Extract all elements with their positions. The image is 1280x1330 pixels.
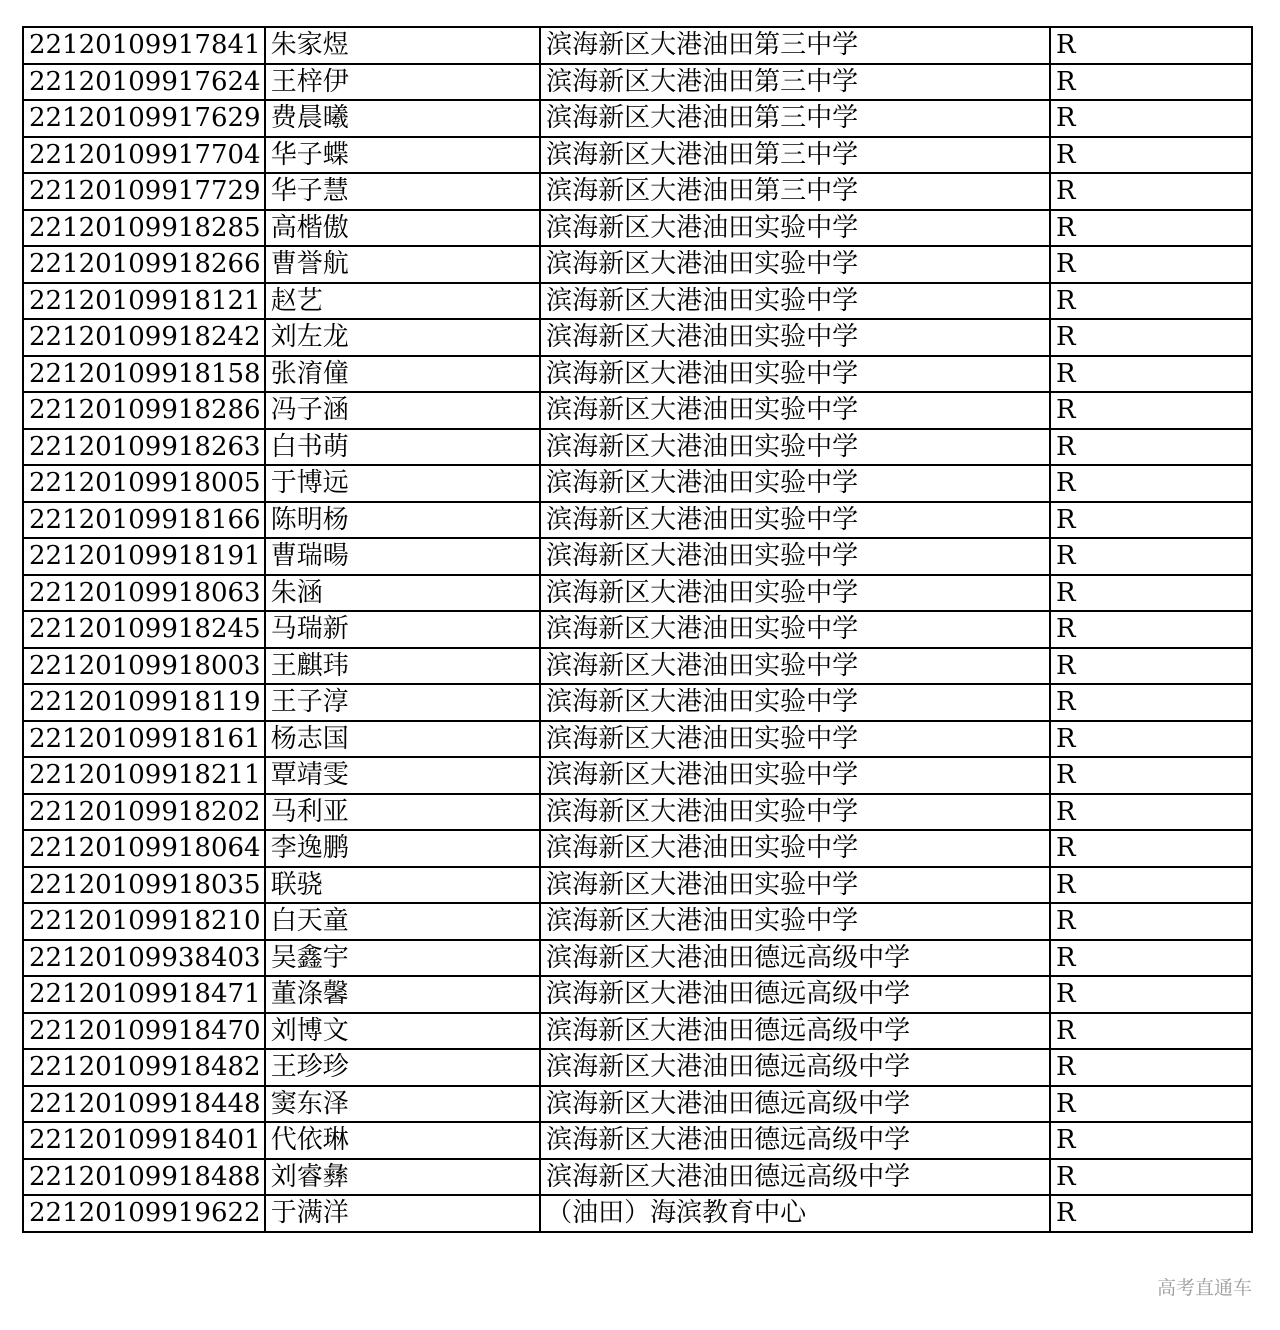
type-cell: R bbox=[1050, 283, 1252, 320]
table-row bbox=[23, 1086, 1252, 1123]
name-cell: 代依琳 bbox=[265, 1122, 540, 1159]
type-cell: R bbox=[1050, 319, 1252, 356]
table-row bbox=[23, 465, 1252, 502]
id-cell: 22120109918266 bbox=[23, 246, 265, 283]
id-cell: 22120109918003 bbox=[23, 648, 265, 685]
id-cell: 22120109918191 bbox=[23, 538, 265, 575]
school-cell: 滨海新区大港油田德远高级中学 bbox=[540, 976, 1050, 1013]
type-cell: R bbox=[1050, 538, 1252, 575]
table-row bbox=[23, 721, 1252, 758]
type-cell: R bbox=[1050, 757, 1252, 794]
type-cell: R bbox=[1050, 429, 1252, 466]
id-cell: 22120109918035 bbox=[23, 867, 265, 904]
id-cell: 22120109918242 bbox=[23, 319, 265, 356]
id-cell: 22120109918470 bbox=[23, 1013, 265, 1050]
name-cell: 白书萌 bbox=[265, 429, 540, 466]
name-cell: 曹誉航 bbox=[265, 246, 540, 283]
school-cell: 滨海新区大港油田实验中学 bbox=[540, 283, 1050, 320]
id-cell: 22120109918210 bbox=[23, 903, 265, 940]
id-cell: 22120109918119 bbox=[23, 684, 265, 721]
type-cell: R bbox=[1050, 64, 1252, 101]
name-cell: 董涤馨 bbox=[265, 976, 540, 1013]
name-cell: 王麒玮 bbox=[265, 648, 540, 685]
name-cell: 于博远 bbox=[265, 465, 540, 502]
type-cell: R bbox=[1050, 684, 1252, 721]
school-cell: 滨海新区大港油田实验中学 bbox=[540, 611, 1050, 648]
table-row bbox=[23, 27, 1252, 64]
name-cell: 王子淳 bbox=[265, 684, 540, 721]
school-cell: 滨海新区大港油田实验中学 bbox=[540, 538, 1050, 575]
name-cell: 高楷傲 bbox=[265, 210, 540, 247]
table-row bbox=[23, 100, 1252, 137]
school-cell: 滨海新区大港油田实验中学 bbox=[540, 794, 1050, 831]
id-cell: 22120109918482 bbox=[23, 1049, 265, 1086]
table-row bbox=[23, 575, 1252, 612]
school-cell: 滨海新区大港油田实验中学 bbox=[540, 830, 1050, 867]
type-cell: R bbox=[1050, 940, 1252, 977]
id-cell: 22120109917629 bbox=[23, 100, 265, 137]
table-row bbox=[23, 1122, 1252, 1159]
table-row bbox=[23, 137, 1252, 174]
school-cell: 滨海新区大港油田实验中学 bbox=[540, 246, 1050, 283]
name-cell: 王梓伊 bbox=[265, 64, 540, 101]
name-cell: 马瑞新 bbox=[265, 611, 540, 648]
id-cell: 22120109917729 bbox=[23, 173, 265, 210]
type-cell: R bbox=[1050, 173, 1252, 210]
id-cell: 22120109917841 bbox=[23, 27, 265, 64]
school-cell: 滨海新区大港油田实验中学 bbox=[540, 757, 1050, 794]
type-cell: R bbox=[1050, 903, 1252, 940]
table-row bbox=[23, 1013, 1252, 1050]
table-row bbox=[23, 1049, 1252, 1086]
student-table bbox=[22, 26, 1253, 1233]
name-cell: 联骁 bbox=[265, 867, 540, 904]
school-cell: 滨海新区大港油田第三中学 bbox=[540, 27, 1050, 64]
id-cell: 22120109918064 bbox=[23, 830, 265, 867]
school-cell: 滨海新区大港油田实验中学 bbox=[540, 465, 1050, 502]
name-cell: 华子慧 bbox=[265, 173, 540, 210]
table-row bbox=[23, 867, 1252, 904]
school-cell: 滨海新区大港油田德远高级中学 bbox=[540, 1013, 1050, 1050]
school-cell: 滨海新区大港油田第三中学 bbox=[540, 100, 1050, 137]
table-row bbox=[23, 940, 1252, 977]
type-cell: R bbox=[1050, 27, 1252, 64]
type-cell: R bbox=[1050, 1013, 1252, 1050]
type-cell: R bbox=[1050, 502, 1252, 539]
name-cell: 朱家煜 bbox=[265, 27, 540, 64]
name-cell: 李逸鹏 bbox=[265, 830, 540, 867]
table-row bbox=[23, 173, 1252, 210]
school-cell: 滨海新区大港油田实验中学 bbox=[540, 648, 1050, 685]
id-cell: 22120109918285 bbox=[23, 210, 265, 247]
id-cell: 22120109938403 bbox=[23, 940, 265, 977]
table-row bbox=[23, 684, 1252, 721]
school-cell: （油田）海滨教育中心 bbox=[540, 1195, 1050, 1232]
name-cell: 吴鑫宇 bbox=[265, 940, 540, 977]
name-cell: 张淯僮 bbox=[265, 356, 540, 393]
id-cell: 22120109918121 bbox=[23, 283, 265, 320]
table-row bbox=[23, 1195, 1252, 1232]
id-cell: 22120109918401 bbox=[23, 1122, 265, 1159]
type-cell: R bbox=[1050, 1086, 1252, 1123]
id-cell: 22120109918488 bbox=[23, 1159, 265, 1196]
name-cell: 王珍珍 bbox=[265, 1049, 540, 1086]
school-cell: 滨海新区大港油田实验中学 bbox=[540, 684, 1050, 721]
type-cell: R bbox=[1050, 575, 1252, 612]
school-cell: 滨海新区大港油田实验中学 bbox=[540, 356, 1050, 393]
name-cell: 费晨曦 bbox=[265, 100, 540, 137]
name-cell: 赵艺 bbox=[265, 283, 540, 320]
table-row bbox=[23, 903, 1252, 940]
school-cell: 滨海新区大港油田德远高级中学 bbox=[540, 940, 1050, 977]
school-cell: 滨海新区大港油田实验中学 bbox=[540, 502, 1050, 539]
name-cell: 窦东泽 bbox=[265, 1086, 540, 1123]
id-cell: 22120109918245 bbox=[23, 611, 265, 648]
type-cell: R bbox=[1050, 1049, 1252, 1086]
type-cell: R bbox=[1050, 1122, 1252, 1159]
table-row bbox=[23, 64, 1252, 101]
id-cell: 22120109918211 bbox=[23, 757, 265, 794]
school-cell: 滨海新区大港油田实验中学 bbox=[540, 210, 1050, 247]
id-cell: 22120109918166 bbox=[23, 502, 265, 539]
school-cell: 滨海新区大港油田实验中学 bbox=[540, 721, 1050, 758]
id-cell: 22120109918202 bbox=[23, 794, 265, 831]
type-cell: R bbox=[1050, 611, 1252, 648]
type-cell: R bbox=[1050, 794, 1252, 831]
id-cell: 22120109918286 bbox=[23, 392, 265, 429]
id-cell: 22120109919622 bbox=[23, 1195, 265, 1232]
name-cell: 朱涵 bbox=[265, 575, 540, 612]
school-cell: 滨海新区大港油田德远高级中学 bbox=[540, 1086, 1050, 1123]
type-cell: R bbox=[1050, 830, 1252, 867]
school-cell: 滨海新区大港油田德远高级中学 bbox=[540, 1049, 1050, 1086]
table-row bbox=[23, 246, 1252, 283]
type-cell: R bbox=[1050, 867, 1252, 904]
table-row bbox=[23, 757, 1252, 794]
school-cell: 滨海新区大港油田第三中学 bbox=[540, 64, 1050, 101]
id-cell: 22120109918005 bbox=[23, 465, 265, 502]
table-row bbox=[23, 794, 1252, 831]
table-row bbox=[23, 283, 1252, 320]
table-row bbox=[23, 648, 1252, 685]
table-row bbox=[23, 830, 1252, 867]
table-row bbox=[23, 611, 1252, 648]
type-cell: R bbox=[1050, 392, 1252, 429]
name-cell: 刘左龙 bbox=[265, 319, 540, 356]
type-cell: R bbox=[1050, 100, 1252, 137]
school-cell: 滨海新区大港油田实验中学 bbox=[540, 867, 1050, 904]
school-cell: 滨海新区大港油田第三中学 bbox=[540, 137, 1050, 174]
school-cell: 滨海新区大港油田第三中学 bbox=[540, 173, 1050, 210]
school-cell: 滨海新区大港油田德远高级中学 bbox=[540, 1159, 1050, 1196]
name-cell: 于满洋 bbox=[265, 1195, 540, 1232]
name-cell: 陈明杨 bbox=[265, 502, 540, 539]
school-cell: 滨海新区大港油田德远高级中学 bbox=[540, 1122, 1050, 1159]
type-cell: R bbox=[1050, 976, 1252, 1013]
name-cell: 华子蝶 bbox=[265, 137, 540, 174]
school-cell: 滨海新区大港油田实验中学 bbox=[540, 319, 1050, 356]
name-cell: 刘睿彝 bbox=[265, 1159, 540, 1196]
name-cell: 冯子涵 bbox=[265, 392, 540, 429]
name-cell: 白天童 bbox=[265, 903, 540, 940]
type-cell: R bbox=[1050, 137, 1252, 174]
type-cell: R bbox=[1050, 465, 1252, 502]
table-row bbox=[23, 429, 1252, 466]
type-cell: R bbox=[1050, 721, 1252, 758]
id-cell: 22120109917624 bbox=[23, 64, 265, 101]
type-cell: R bbox=[1050, 1159, 1252, 1196]
table-body bbox=[23, 27, 1252, 1232]
id-cell: 22120109918161 bbox=[23, 721, 265, 758]
id-cell: 22120109918063 bbox=[23, 575, 265, 612]
name-cell: 曹瑞暘 bbox=[265, 538, 540, 575]
type-cell: R bbox=[1050, 356, 1252, 393]
id-cell: 22120109918158 bbox=[23, 356, 265, 393]
watermark-text: 高考直通车 bbox=[1156, 1277, 1252, 1299]
id-cell: 22120109918448 bbox=[23, 1086, 265, 1123]
name-cell: 刘博文 bbox=[265, 1013, 540, 1050]
table-row bbox=[23, 356, 1252, 393]
type-cell: R bbox=[1050, 246, 1252, 283]
name-cell: 覃靖雯 bbox=[265, 757, 540, 794]
id-cell: 22120109918263 bbox=[23, 429, 265, 466]
table-row bbox=[23, 538, 1252, 575]
id-cell: 22120109917704 bbox=[23, 137, 265, 174]
name-cell: 杨志国 bbox=[265, 721, 540, 758]
name-cell: 马利亚 bbox=[265, 794, 540, 831]
table-row bbox=[23, 976, 1252, 1013]
table-row bbox=[23, 1159, 1252, 1196]
table-row bbox=[23, 392, 1252, 429]
school-cell: 滨海新区大港油田实验中学 bbox=[540, 429, 1050, 466]
table-row bbox=[23, 319, 1252, 356]
school-cell: 滨海新区大港油田实验中学 bbox=[540, 903, 1050, 940]
type-cell: R bbox=[1050, 648, 1252, 685]
type-cell: R bbox=[1050, 210, 1252, 247]
school-cell: 滨海新区大港油田实验中学 bbox=[540, 575, 1050, 612]
school-cell: 滨海新区大港油田实验中学 bbox=[540, 392, 1050, 429]
table-row bbox=[23, 210, 1252, 247]
type-cell: R bbox=[1050, 1195, 1252, 1232]
table-row bbox=[23, 502, 1252, 539]
id-cell: 22120109918471 bbox=[23, 976, 265, 1013]
